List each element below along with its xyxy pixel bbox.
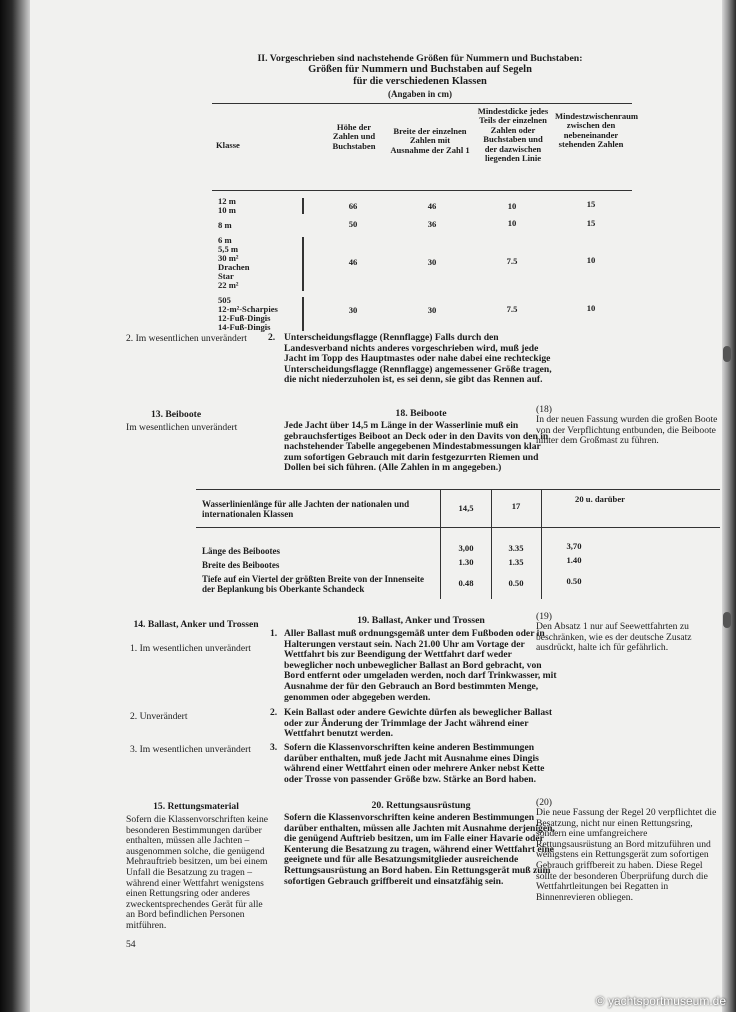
heading-line-3: für die verschiedenen Klassen [353, 76, 487, 87]
cell-raum: 10 [586, 255, 596, 265]
left-beiboote-title: 13. Beiboote [151, 409, 202, 420]
cell-raum: 15 [586, 199, 596, 209]
note-18-text: In der neuen Fassung wurden die großen Boote von der Verpflichtung entbunden, die Beiboote hinter dem Großmast zu führen. [536, 414, 718, 447]
class-cell: 12-m²-Scharpies [218, 304, 278, 314]
page-number: 54 [126, 939, 136, 950]
beiboot-col-header: 14,5 [458, 503, 474, 513]
class-cell: 10 m [218, 205, 236, 215]
cell-dicke: 7.5 [506, 256, 518, 266]
cell-hoehe: 66 [348, 201, 358, 211]
note-18-number: (18) [536, 404, 552, 415]
beiboot-cell: 0.48 [458, 578, 474, 588]
heading-line-1: II. Vorgeschrieben sind nachstehende Größen für Nummern und Buchstaben: [257, 53, 583, 64]
beiboote-title: 18. Beiboote [395, 408, 447, 419]
class-cell: 8 m [218, 220, 232, 230]
class-cell: Star [218, 271, 234, 281]
beiboot-row-label: Breite des Beibootes [202, 560, 280, 570]
beiboot-cell: 3,00 [458, 543, 474, 553]
col-header-hoehe: Höhe der Zahlen und Buchstaben [332, 122, 376, 151]
col-header-klasse: Klasse [216, 140, 240, 150]
left-rettung-title: 15. Rettungsmaterial [153, 801, 239, 812]
cell-raum: 10 [586, 303, 596, 313]
book-page [30, 0, 722, 1012]
watermark-copyright: © yachtsportmuseum.de [595, 994, 726, 1008]
left-ballast-1: 1. Im wesentlichen unverändert [130, 643, 251, 654]
ballast-item-number: 2. [270, 707, 278, 718]
left-ballast-2: 2. Unverändert [130, 711, 188, 722]
beiboote-paragraph: Jede Jacht über 14,5 m Länge in der Wasserlinie muß ein gebrauchsfertiges Beiboot an Deck oder in den Davits von den in nachstehender Tabelle angegebenen Mindestabmessungen klar zum sofortigen Gebrauch mit darin festgezurrten Riemen und Dollen bei sich führen. (Alle Zahlen in m angegeben.) [284, 420, 549, 474]
ballast-item-text: Aller Ballast muß ordnungsgemäß unter dem Fußboden oder in Halterungen verstaut sein. Nach 21.00 Uhr am Vortage der Wettfahrt bis zur Beendigung der Wettfahrt darf weder beweglicher noch unbeweglicher Ballast an Bord gebracht, von Bord entfernt oder umgeladen werden, noch darf Trinkwasser, mit Ausnahme der für den Gebrauch an Bord bestimmten Menge, genommen oder abgegeben werden. [284, 628, 557, 703]
cell-hoehe: 46 [348, 257, 358, 267]
beiboot-cell: 0.50 [508, 578, 524, 588]
class-cell: 6 m [218, 235, 232, 245]
page-edge-shadow [722, 0, 736, 1012]
cell-dicke: 10 [507, 218, 517, 228]
ballast-item-number: 1. [270, 628, 278, 639]
class-cell: 22 m² [218, 280, 239, 290]
class-cell: 12 m [218, 196, 236, 206]
beiboot-header-label: Wasserlinienlänge für alle Jachten der nationalen und internationalen Klassen [202, 499, 410, 519]
heading-line-2: Größen für Nummern und Buchstaben auf Segeln [308, 64, 532, 75]
note-20-text: Die neue Fassung der Regel 20 verpflichtet die Besatzung, nicht nur einen Rettungsring, sondern eine umfangreichere Rettungsausrüstung an Bord mitzuführen und wenigstens ein Rettungsgerät zum sofortigen Gebrauch griffbereit zu haben. Diese Regel sollte der besonderen Überprüfung durch die Wettfahrtleitungen bei Regatten in Binnenrevieren obliegen. [536, 807, 717, 903]
left-ballast-3: 3. Im wesentlichen unverändert [130, 744, 251, 755]
class-cell: 30 m² [218, 253, 239, 263]
class-cell: 505 [218, 295, 231, 305]
beiboot-cell: 3.35 [508, 543, 524, 553]
ballast-title: 19. Ballast, Anker und Trossen [357, 615, 485, 626]
left-ballast-title: 14. Ballast, Anker und Trossen [133, 619, 259, 630]
cell-breite: 30 [427, 305, 437, 315]
class-cell: 14-Fuß-Dingis [218, 322, 271, 332]
binding-mark [723, 346, 731, 362]
cell-raum: 15 [586, 218, 596, 228]
beiboot-cell: 0.50 [566, 576, 582, 586]
binding-mark [723, 612, 731, 628]
flag-paragraph: Unterscheidungsflagge (Rennflagge) Falls durch den Landesverband nichts anderes vorgeschrieben wird, muß jede Jacht im Topp des Hauptmastes oder nahe dabei eine rechteckige Unterscheidungsflagge (Rennflagge) angemessener Größe tragen, die nicht niederzuholen ist, es sei denn, sie gibt das Rennen auf. [284, 332, 552, 386]
class-cell: 12-Fuß-Dingis [218, 313, 271, 323]
rettung-title: 20. Rettungsausrüstung [371, 800, 471, 811]
beiboot-cell: 1.35 [508, 557, 524, 567]
beiboot-col-header: 20 u. darüber [575, 494, 625, 504]
beiboot-cell: 1.30 [458, 557, 474, 567]
book-spine-shadow [0, 0, 30, 1012]
cell-hoehe: 50 [348, 219, 358, 229]
cell-breite: 36 [427, 219, 437, 229]
left-rettung-text: Sofern die Klassenvorschriften keine besonderen Bestimmungen darüber enthalten, müssen alle Jachten – ausgenommen solche, die genügend Mehrauftrieb besitzen, um bei einem Unfall die Besatzung zu tragen – während einer Wettfahrt wenigstens einen Rettungsring oder anderes zweckentsprechendes Gerät für alle an Bord befindlichen Personen mitführen. [126, 814, 268, 931]
beiboot-cell: 1.40 [566, 555, 582, 565]
note-20-number: (20) [536, 797, 552, 808]
beiboot-row-label: Tiefe auf ein Viertel der größten Breite von der Innenseite der Beplankung bis Oberkante Schandeck [202, 574, 425, 594]
left-note-2: 2. Im wesentlichen unverändert [126, 333, 247, 344]
flag-number: 2. [268, 332, 276, 343]
col-header-dicke: Mindestdicke jedes Teils der einzelnen Zahlen oder Buchstaben und der dazwischen liegenden Linie [477, 106, 549, 164]
note-19-text: Den Absatz 1 nur auf Seewettfahrten zu beschränken, wie es der deutsche Zusatz ausdrückt, halte ich für gefährlich. [536, 621, 692, 654]
cell-dicke: 10 [507, 201, 517, 211]
class-cell: Drachen [218, 262, 250, 272]
class-cell: 5,5 m [218, 244, 239, 254]
col-header-raum: Mindestzwischenraum zwischen den nebeneinander stehenden Zahlen [555, 111, 639, 150]
col-header-breite: Breite der einzelnen Zahlen mit Ausnahme der Zahl 1 [390, 126, 470, 155]
beiboot-cell: 3,70 [566, 541, 582, 551]
ballast-item-text: Sofern die Klassenvorschriften keine anderen Bestimmungen darüber enthalten, muß jede Jacht mit Ausnahme eines Dingis während einer Wettfahrt einen oder mehrere Anker nebst Kette oder Trosse von passender Größe bzw. Stärke an Bord haben. [284, 742, 545, 785]
ballast-item-number: 3. [270, 742, 278, 753]
rettung-paragraph: Sofern die Klassenvorschriften keine anderen Bestimmungen darüber enthalten, müssen alle Jachten mit Ausnahme derjenigen, die genügend Auftrieb besitzen, um im Falle einer Havarie oder Kenterung die Besatzung zu tragen, während einer Wettfahrt eine geeignete und für alle Besatzungsmitglieder ausreichende Rettungsausrüstung an Bord haben. Ein Rettungsgerät muß zum sofortigen Gebrauch griffbereit und einsatzfähig sein. [284, 812, 555, 887]
beiboot-col-header: 17 [511, 501, 521, 511]
left-beiboote-text: Im wesentlichen unverändert [126, 422, 238, 433]
cell-breite: 30 [427, 257, 437, 267]
note-19-number: (19) [536, 611, 552, 622]
cell-breite: 46 [427, 201, 437, 211]
ballast-item-text: Kein Ballast oder andere Gewichte dürfen als beweglicher Ballast oder zur Änderung der Trimmlage der Jacht während einer Wettfahrt benutzt werden. [284, 707, 553, 740]
cell-dicke: 7.5 [506, 304, 518, 314]
cell-hoehe: 30 [348, 305, 358, 315]
beiboot-row-label: Länge des Beibootes [202, 546, 281, 556]
heading-line-4: (Angaben in cm) [387, 89, 452, 99]
